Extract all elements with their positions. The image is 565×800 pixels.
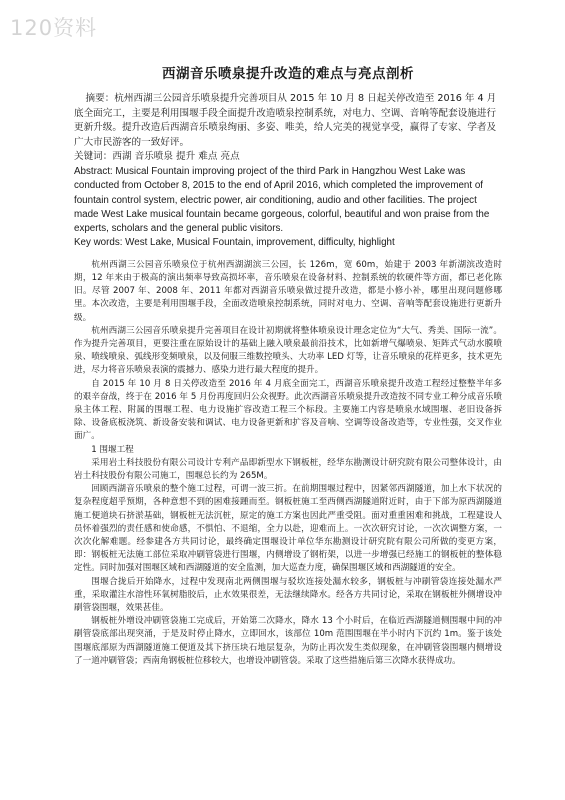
body-paragraph: 杭州西湖三公园音乐喷泉位于杭州西湖湖滨三公园，长 126m，宽 60m，始建于 2003 年新湖滨改造时期，12 年来由于极高的演出频率导致高损坏率，音乐喷泉在设备材料、控制系统的软硬件等方面，都已老化陈旧。尽管 2007 年、2008 年、2011 年都对西湖音乐喷泉做过提升改造，都是小修小补，哪里出现问题修哪里。本次改造，主要是利用围堰手段，全面改造喷泉控制系统，同时对电力、空调、音响等配套设施进行更新升级。	[74, 259, 502, 323]
abstract-cn: 摘要：杭州西湖三公园音乐喷泉提升完善项目从 2015 年 10 月 8 日起关停改造至 2016 年 4 月底全面完工，主要是利用围堰手段全面提升改造喷泉控制系统，对电力、空调、音响等配套设施进行更新升级。提升改造后西湖音乐喷泉绚丽、多姿、唯美，给人完美的视觉享受，赢得了专家、学者及广大市民游客的一致好评。	[74, 93, 497, 148]
keywords-cn: 关键词：西湖 音乐喷泉 提升 难点 亮点	[74, 151, 240, 163]
section-heading: 1 围堰工程	[91, 444, 134, 455]
body-paragraph: 围堰合拢后开始降水，过程中发现南北两侧围堰与驳坎连接处漏水较多，钢板桩与冲刷管袋连接处漏水严重，采取灌注水溶性环氧树脂胶后，止水效果很差，无法继续降水。经各方共同讨论，采取在钢板桩外侧增设冲刷管袋围堰，效果甚佳。	[74, 576, 502, 614]
abstract-en: Abstract: Musical Fountain improving project of the third Park in Hangzhou West Lake was conducted from October 8, 2015 to the end of April 2016, which completed the improvement of fountain control system, electric power, air conditioning, audio and other facilities. The project made West Lake musical fountain became gorgeous, colorful, beautiful and won praise from the experts, scholars and the general public visitors.	[74, 165, 490, 235]
body-paragraph: 回顾西湖音乐喷泉的整个施工过程，可谓一波三折。在前期围堰过程中，因紧邻西湖隧道，加上水下状况的复杂程度超乎预期，各种意想不到的困难接踵而至。钢板桩施工至西侧西湖隧道附近时，由于下部为原西湖隧道施工便道块石挤淤基础，钢板桩无法沉桩，原定的施工方案也因此严重受阻。面对重重困难和挑战，工程建设人员怀着强烈的责任感和使命感，不惧怕、不退缩，全力以赴，迎难而上。一次次研究讨论，一次次调整方案，一次次化解难题。经参建各方共同讨论，最终确定围堰设计单位华东勘测设计研究院有限公司所做的变更方案，即：钢板桩无法施工部位采取冲刷管袋进行围堰，内侧增设了钢桁架，以进一步增强已经施工的钢板桩的整体稳定性。同时加强对围堰区域和西湖隧道的安全监测，加大巡查力度，确保围堰区域和西湖隧道的安全。	[74, 484, 502, 574]
document-title: 西湖音乐喷泉提升改造的难点与亮点剖析	[162, 66, 414, 82]
body-paragraph: 杭州西湖三公园音乐喷泉提升完善项目在设计初期就将整体喷泉设计理念定位为“大气、秀美、国际一流”。作为提升完善项目，更要注重在原始设计的基础上融入喷泉最前沿技术，比如新增气爆喷泉、矩阵式气动水膜喷泉、喷线喷泉、弧线形变频喷泉，以及伺服三维数控喷头、大功率 LED 灯等，让音乐喷泉的花样更多，技术更先进，尽力将音乐喷泉表演的震撼力、感染力进行最大程度的提升。	[74, 325, 502, 376]
body-text	[74, 259, 502, 668]
body-paragraph: 自 2015 年 10 月 8 日关停改造至 2016 年 4 月底全面完工，西湖音乐喷泉提升改造工程经过整整半年多的艰辛奋战，终于在 2016 年 5 月份再度回归公众视野。此次西湖音乐喷泉提升改造按不同专业工种分成音乐喷泉主体工程、附属的围堰工程、电力设施扩容改造工程三个标段。主要施工内容是喷泉水域围堰、老旧设备拆除、设备底板浇筑、新设备安装和调试、电力设备更新和扩容及音响、空调等设备改造等，专业性强，交叉作业面广。	[74, 378, 502, 442]
document-page	[74, 62, 502, 668]
body-paragraph: 采用岩土科技股份有限公司设计专利产品即新型水下钢板桩，经华东勘测设计研究院有限公司整体设计，由岩土科技股份有限公司施工，围堰总长约为 265M。	[74, 457, 502, 481]
body-paragraph: 钢板桩外增设冲刷管袋施工完成后，开始第二次降水，降水 13 个小时后，在临近西湖隧道侧围堰中间的冲刷管袋底部出现突涌，于是及时停止降水，立即回水，该部位 10m 范围围堰在半小时内下沉约 1m。鉴于该处围堰底部原为西湖隧道施工便道及其下挤压块石地层复杂，为防止再次发生类似现象，在冲刷管袋围堰内侧增设了一道冲刷管袋；西南角钢板桩位移较大，也增设冲刷管袋。采取了这些措施后第三次降水获得成功。	[74, 616, 502, 666]
keywords-en: Key words: West Lake, Musical Fountain, improvement, difficulty, highlight	[74, 237, 395, 249]
watermark: 120资料	[10, 16, 98, 40]
